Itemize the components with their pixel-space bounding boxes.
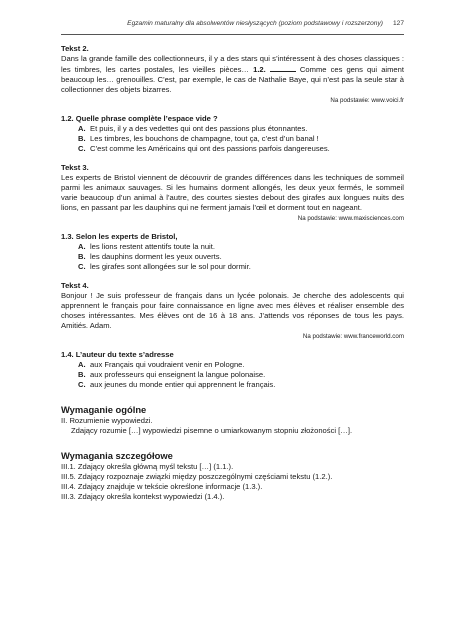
text-4-body: Bonjour ! Je suis professeur de français dans un lycée polonais. Je cherche des adolescents qui apprennent le français pour faire connaissance en ligne avec mes élèves et réaliser ensemble des choses intéressantes. Mes élèves ont de 16 à 18 ans. J’attends vos réponses de tous les pays. Amitiés. Adam. <box>61 291 404 330</box>
option-text: les girafes sont allongées sur le sol pour dormir. <box>90 262 251 271</box>
option-text: Et puis, il y a des vedettes qui ont des passions plus étonnantes. <box>90 124 308 133</box>
option-text: aux professeurs qui enseignent la langue polonaise. <box>90 370 266 379</box>
question-1-2-option-a <box>61 124 404 134</box>
option-letter: B. <box>78 134 86 143</box>
question-1-3-option-a <box>61 242 404 252</box>
header-divider <box>61 34 404 35</box>
text-2-after: Comme ces gens qui aiment beaucoup les… grenouilles. C’est, par exemple, le cas de Nathalie Baye, qui n’est pas la seule star à collectionner des objets bizarres. <box>61 65 404 94</box>
general-requirement-heading: Wymaganie ogólne <box>61 404 147 415</box>
question-1-3-option-c <box>61 262 404 272</box>
detailed-requirement-item: III.1. Zdający określa główną myśl tekstu […] (1.1.). <box>61 462 234 471</box>
text-2-title: Tekst 2. <box>61 44 89 53</box>
question-1-4-option-b <box>61 370 404 380</box>
text-3-title: Tekst 3. <box>61 163 89 172</box>
question-1-4-option-c <box>61 380 404 390</box>
option-letter: C. <box>78 144 86 153</box>
general-requirement-line-1: II. Rozumienie wypowiedzi. <box>61 416 153 425</box>
option-letter: A. <box>78 242 86 251</box>
question-1-2-title: 1.2. Quelle phrase complète l’espace vide ? <box>61 114 218 123</box>
option-letter: B. <box>78 252 86 261</box>
text-3-body: Les experts de Bristol viennent de découvrir de grandes différences dans les techniques de sommeil parmi les animaux sauvages. Si les humains dorment allongés, les deux yeux fermés, le sommeil varie beaucoup d’un animal à l’autre, des courtes siestes debout des girafes aux longues nuits des lions, en passant par les dauphins qui ne ferment jamais l’œil et dorment tout en nageant. <box>61 173 404 212</box>
option-text: aux Français qui voudraient venir en Pologne. <box>90 360 245 369</box>
detailed-requirement-item: III.4. Zdający znajduje w tekście określone informacje (1.3.). <box>61 482 263 491</box>
detailed-requirement-item: III.3. Zdający określa kontekst wypowiedzi (1.4.). <box>61 492 225 501</box>
general-requirement-line-2: Zdający rozumie […] wypowiedzi pisemne o umiarkowanym stopniu złożoności […]. <box>71 426 353 435</box>
option-letter: C. <box>78 262 86 271</box>
header-title: Egzamin maturalny dla absolwentów niesłyszących (poziom podstawowy i rozszerzony) <box>127 20 383 27</box>
option-text: Les timbres, les bouchons de champagne, tout ça, c’est d’un banal ! <box>90 134 319 143</box>
detailed-requirement-item: III.5. Zdający rozpoznaje związki między poszczególnymi częściami tekstu (1.2.). <box>61 472 333 481</box>
page-header <box>127 20 404 27</box>
gap-label: 1.2. <box>253 65 266 74</box>
question-1-2-option-b <box>61 134 404 144</box>
page-number: 127 <box>392 20 404 27</box>
text-2-source: Na podstawie: www.voici.fr <box>330 97 404 104</box>
detailed-requirements-heading: Wymagania szczegółowe <box>61 450 173 461</box>
option-letter: B. <box>78 370 86 379</box>
option-text: aux jeunes du monde entier qui apprennent le français. <box>90 380 276 389</box>
gap-blank <box>270 64 296 72</box>
option-text: les lions restent attentifs toute la nuit. <box>90 242 215 251</box>
text-3-source: Na podstawie: www.maxisciences.com <box>297 215 404 222</box>
option-text: C’est comme les Américains qui ont des passions parfois dangereuses. <box>90 144 330 153</box>
page-content <box>61 44 404 502</box>
question-1-3-option-b <box>61 252 404 262</box>
text-4-title: Tekst 4. <box>61 281 89 290</box>
question-1-4-option-a <box>61 360 404 370</box>
option-letter: C. <box>78 380 86 389</box>
question-1-4-title: 1.4. L’auteur du texte s’adresse <box>61 350 174 359</box>
question-1-2-option-c <box>61 144 404 154</box>
text-4-source: Na podstawie: www.franceworld.com <box>302 333 404 340</box>
text-2-body <box>61 54 404 95</box>
option-letter: A. <box>78 124 86 133</box>
question-1-3-title: 1.3. Selon les experts de Bristol, <box>61 232 178 241</box>
option-text: les dauphins dorment les yeux ouverts. <box>90 252 222 261</box>
option-letter: A. <box>78 360 86 369</box>
text-2-before: Dans la grande famille des collectionneurs, il y a des stars qui s’intéressent à des choses classiques : les timbres, les cartes postales, les vieilles pièces… <box>61 54 404 74</box>
